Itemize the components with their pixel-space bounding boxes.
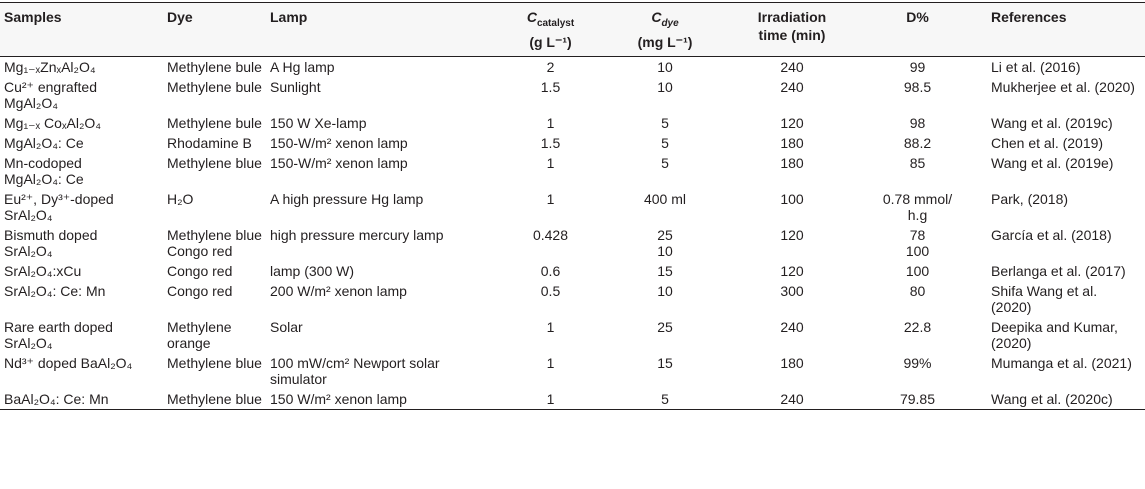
cell-lamp: Solar [270, 318, 303, 335]
cell-c-catalyst: 1 [546, 318, 555, 335]
table-row [0, 261, 1145, 281]
cell-reference: Wang et al. (2019e) [991, 154, 1114, 171]
cell-irradiation-time: 180 [780, 134, 804, 151]
cell-sample: SrAl₂O₄: Ce: Mn [4, 282, 106, 299]
cell-c-catalyst: 1.5 [540, 78, 561, 95]
cell-sample: SrAl₂O₄:xCu [4, 262, 82, 279]
cell-sample: Cu²⁺ engrafted MgAl₂O₄ [4, 78, 97, 111]
cell-c-catalyst: 1.5 [540, 134, 561, 151]
cell-reference: Mumanga et al. (2021) [991, 354, 1132, 371]
cell-c-dye: 25 10 [657, 226, 673, 259]
cell-dye: Methylene orange [167, 318, 232, 351]
cell-c-catalyst: 1 [546, 154, 555, 171]
cell-reference: Li et al. (2016) [991, 58, 1081, 75]
cell-dye: Congo red [167, 282, 233, 299]
cell-lamp: Sunlight [270, 78, 321, 95]
cell-degradation: 99% [903, 354, 932, 371]
c-dye-sub: dye [661, 17, 679, 29]
cell-c-dye: 25 [657, 318, 673, 335]
cell-lamp: high pressure mercury lamp [270, 226, 444, 243]
cell-degradation: 98.5 [903, 78, 932, 95]
cell-c-catalyst: 0.5 [540, 282, 561, 299]
cell-reference: Mukherjee et al. (2020) [991, 78, 1135, 95]
header-lamp: Lamp [270, 9, 308, 25]
table-row [0, 153, 1145, 189]
cell-reference: Deepika and Kumar, (2020) [991, 318, 1118, 351]
cell-c-catalyst: 1 [546, 354, 555, 371]
cell-degradation: 98 [909, 114, 926, 131]
cell-lamp: 100 mW/cm² Newport solar simulator [270, 354, 440, 387]
cell-irradiation-time: 120 [780, 114, 804, 131]
cell-irradiation-time: 120 [780, 226, 804, 243]
cell-lamp: 200 W/m² xenon lamp [270, 282, 407, 299]
cell-lamp: 150-W/m² xenon lamp [270, 134, 408, 151]
cell-c-dye: 5 [661, 154, 669, 171]
header-degradation: D% [906, 9, 929, 25]
cell-dye: Methylene bule [167, 78, 262, 95]
cell-irradiation-time: 120 [780, 262, 804, 279]
c-dye-unit: (mg L⁻¹) [637, 33, 693, 50]
table-row [0, 317, 1145, 353]
cell-c-dye: 15 [657, 262, 673, 279]
c-catalyst-unit: (g L⁻¹) [529, 33, 572, 50]
cell-degradation: 100 [905, 262, 930, 279]
cell-irradiation-time: 100 [780, 190, 804, 207]
cell-reference: García et al. (2018) [991, 226, 1112, 243]
header-row [0, 3, 1145, 57]
cell-lamp: lamp (300 W) [270, 262, 355, 279]
cell-degradation: 22.8 [903, 318, 932, 335]
cell-c-catalyst: 1 [546, 390, 555, 407]
cell-c-catalyst: 1 [546, 190, 555, 207]
cell-dye: Methylene blue [167, 354, 262, 371]
cell-degradation: 79.85 [899, 390, 936, 407]
cell-irradiation-time: 180 [780, 354, 804, 371]
cell-sample: MgAl₂O₄: Ce [4, 134, 84, 151]
cell-c-dye: 5 [661, 390, 669, 407]
cell-c-dye: 10 [657, 282, 673, 299]
cell-lamp: A Hg lamp [270, 58, 335, 75]
cell-irradiation-time: 240 [780, 58, 804, 75]
header-dye: Dye [167, 9, 193, 25]
table-row [0, 77, 1145, 113]
cell-reference: Chen et al. (2019) [991, 134, 1104, 151]
cell-reference: Berlanga et al. (2017) [991, 262, 1126, 279]
cell-sample: Mg₁₋ₓZnₓAl₂O₄ [4, 58, 96, 75]
cell-sample: Mn-codoped MgAl₂O₄: Ce [4, 154, 84, 187]
table-row [0, 133, 1145, 153]
cell-c-dye: 5 [661, 134, 669, 151]
cell-degradation: 0.78 mmol/ h.g [882, 190, 953, 223]
header-samples: Samples [4, 9, 62, 25]
table-row [0, 189, 1145, 225]
cell-dye: H₂O [167, 190, 194, 207]
cell-degradation: 78 100 [905, 226, 930, 259]
cell-lamp: A high pressure Hg lamp [270, 190, 424, 207]
cell-c-dye: 400 ml [643, 190, 687, 207]
cell-sample: Rare earth doped SrAl₂O₄ [4, 318, 113, 351]
cell-c-catalyst: 0.6 [540, 262, 561, 279]
cell-reference: Shifa Wang et al. (2020) [991, 282, 1098, 315]
cell-degradation: 99 [909, 58, 926, 75]
cell-dye: Methylene blue [167, 154, 262, 171]
table-row [0, 56, 1145, 77]
cell-reference: Park, (2018) [991, 190, 1069, 207]
cell-sample: Bismuth doped SrAl₂O₄ [4, 226, 98, 259]
cell-c-dye: 10 [657, 78, 673, 95]
cell-c-catalyst: 2 [546, 58, 555, 75]
cell-lamp: 150-W/m² xenon lamp [270, 154, 408, 171]
c-catalyst-sub: catalyst [536, 17, 575, 29]
cell-dye: Congo red [167, 262, 233, 279]
table-row [0, 225, 1145, 261]
cell-sample: BaAl₂O₄: Ce: Mn [4, 390, 109, 407]
cell-degradation: 88.2 [903, 134, 932, 151]
cell-dye: Methylene blue Congo red [167, 226, 262, 259]
cell-dye: Methylene blue [167, 390, 262, 407]
table-row [0, 353, 1145, 389]
cell-sample: Eu²⁺, Dy³⁺-doped SrAl₂O₄ [4, 190, 114, 223]
cell-irradiation-time: 300 [780, 282, 804, 299]
cell-dye: Methylene bule [167, 58, 262, 75]
cell-sample: Nd³⁺ doped BaAl₂O₄ [4, 354, 133, 371]
header-irradiation: Irradiation time (min) [757, 9, 827, 43]
cell-irradiation-time: 180 [780, 154, 804, 171]
cell-c-catalyst: 0.428 [532, 226, 569, 243]
cell-c-dye: 10 [657, 58, 673, 75]
cell-dye: Rhodamine B [167, 134, 252, 151]
cell-irradiation-time: 240 [780, 390, 804, 407]
c-dye-symbol: C [651, 9, 662, 25]
cell-c-dye: 15 [657, 354, 673, 371]
cell-irradiation-time: 240 [780, 318, 804, 335]
cell-degradation: 80 [909, 282, 926, 299]
cell-reference: Wang et al. (2020c) [991, 390, 1113, 407]
cell-lamp: 150 W/m² xenon lamp [270, 390, 407, 407]
table-row [0, 389, 1145, 410]
cell-dye: Methylene bule [167, 114, 262, 131]
table-row [0, 113, 1145, 133]
cell-c-catalyst: 1 [546, 114, 555, 131]
cell-irradiation-time: 240 [780, 78, 804, 95]
header-c-catalyst [493, 3, 608, 57]
photocatalysis-table [0, 2, 1145, 410]
header-c-dye [608, 3, 722, 57]
header-references: References [991, 9, 1067, 25]
cell-c-dye: 5 [661, 114, 669, 131]
c-catalyst-symbol: C [526, 9, 537, 25]
cell-degradation: 85 [909, 154, 926, 171]
cell-reference: Wang et al. (2019c) [991, 114, 1113, 131]
cell-sample: Mg₁₋ₓ CoₓAl₂O₄ [4, 114, 102, 131]
cell-lamp: 150 W Xe-lamp [270, 114, 367, 131]
table-row [0, 281, 1145, 317]
